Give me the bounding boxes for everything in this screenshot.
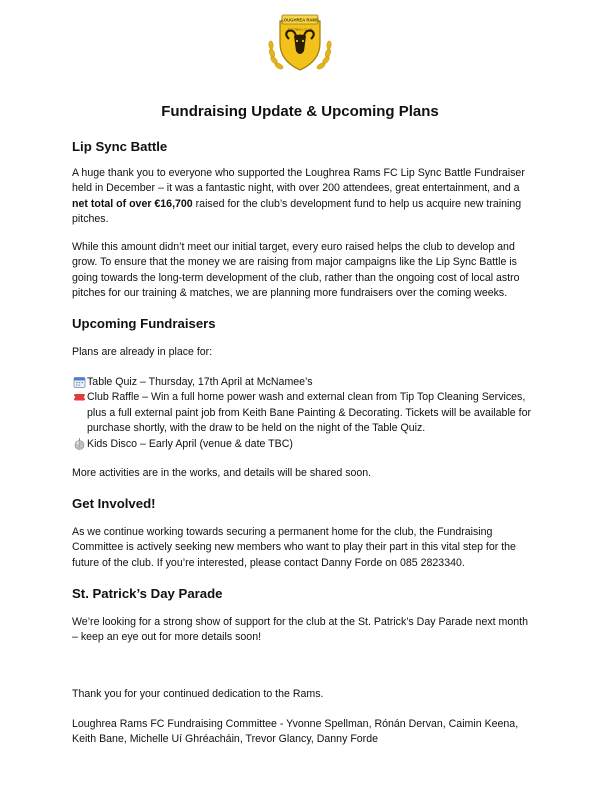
committee-signoff: Loughrea Rams FC Fundraising Committee - Yvonne Spellman, Rónán Dervan, Caimin Keena, Keith Bane, Michelle Uí Ghréacháin, Trevor Glancy, Danny Forde <box>72 718 519 746</box>
disco-ball-icon <box>72 438 87 450</box>
list-item-text: Table Quiz – Thursday, 17th April at McNamee’s <box>87 376 313 388</box>
lip-sync-paragraph-2: While this amount didn’t meet our initial target, every euro raised helps the club to develop and grow. To ensure that the money we are raising from major campaigns like the Lip Sync Battle is going towards the long-term development of the club, rather than the ongoing cost of local astro pitches for our training & matches, we are planning more fundraisers over the coming weeks. <box>72 241 520 300</box>
calendar-icon <box>72 376 87 388</box>
upcoming-outro: More activities are in the works, and details will be shared soon. <box>72 467 372 479</box>
lip-sync-text-a: A huge thank you to everyone who supported the Loughrea Rams FC Lip Sync Battle Fundraiser held in December – it was a fantastic night, with over 200 attendees, great entertainment, and a <box>72 167 525 195</box>
list-item-text: Kids Disco – Early April (venue & date TBC) <box>87 437 293 450</box>
red-ticket-icon <box>72 391 87 403</box>
list-item <box>72 375 532 390</box>
parade-paragraph: We’re looking for a strong show of support for the club at the St. Patrick’s Day Parade next month – keep an eye out for more details soon! <box>72 616 528 644</box>
upcoming-intro: Plans are already in place for: <box>72 346 213 358</box>
heading-get-involved: Get Involved! <box>72 496 156 511</box>
get-involved-paragraph: As we continue working towards securing a permanent home for the club, the Fundraising Committee is actively seeking new members who want to play their part in this vital step for the future of the club. If you’re interested, please contact Danny Forde on 085 2823340. <box>72 526 516 569</box>
heading-upcoming-fundraisers: Upcoming Fundraisers <box>72 316 216 331</box>
lip-sync-text-b: raised for the club’s development fund to help us acquire new training pitches. <box>72 197 522 226</box>
fundraiser-list <box>72 375 532 452</box>
list-item <box>72 390 532 436</box>
net-total-highlight: net total of over €16,700 <box>72 197 193 210</box>
page-title: Fundraising Update & Upcoming Plans <box>161 103 439 120</box>
list-item-text: Club Raffle – Win a full home power wash and external clean from Tip Top Cleaning Services, plus a full external paint job from Keith Bane Painting & Decorating. Tickets will be available for purchase shortly, with the draw to be held on the night of the Table Quiz. <box>87 391 531 435</box>
crest-top-text: LOUGHREA RAMS <box>281 17 319 23</box>
list-item <box>72 437 532 452</box>
crest-sub-text: FOOTBALL CLUB <box>287 27 313 32</box>
heading-st-patricks-parade: St. Patrick’s Day Parade <box>72 586 223 601</box>
closing-thanks: Thank you for your continued dedication to the Rams. <box>72 688 324 700</box>
lip-sync-paragraph-1 <box>72 166 532 228</box>
club-crest-logo <box>266 13 334 75</box>
heading-lip-sync: Lip Sync Battle <box>72 139 168 154</box>
